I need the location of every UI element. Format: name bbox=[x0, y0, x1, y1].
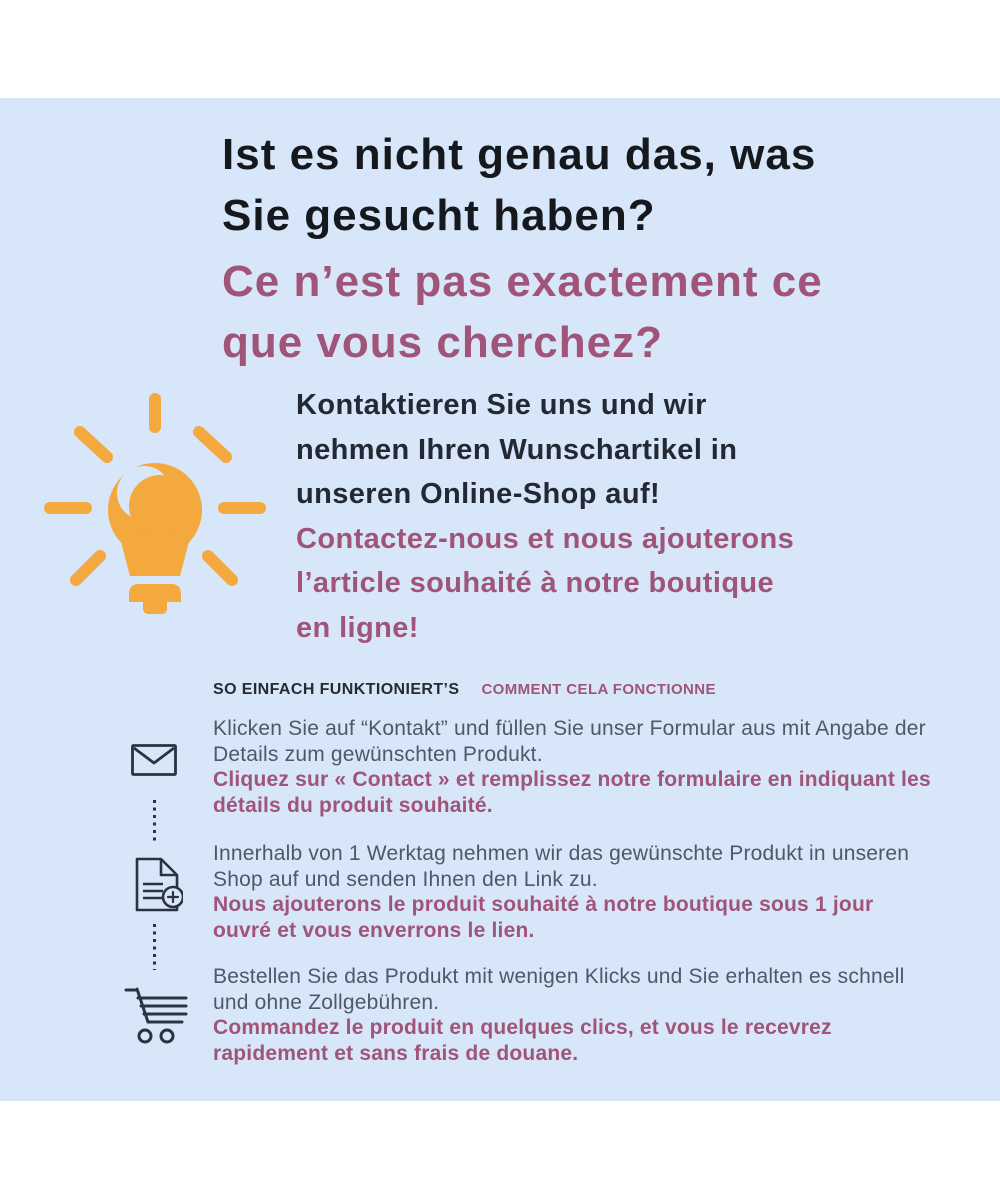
document-add-icon bbox=[133, 856, 183, 919]
hero-title-de: Ist es nicht genau das, was bbox=[222, 130, 817, 179]
step-2-text-de: Innerhalb von 1 Werktag nehmen wir das gewünschte Produkt in unseren Shop auf und senden Ihnen den Link zu. bbox=[213, 842, 910, 891]
step-3-text-de: Bestellen Sie das Produkt mit wenigen Klicks und Sie erhalten es schnell und ohne Zollgebühren. bbox=[213, 965, 905, 1014]
step-1-text-fr: Cliquez sur « Contact » et remplissez notre formulaire en indiquant les détails du produit souhaité. bbox=[213, 768, 931, 817]
hero-heading bbox=[222, 124, 823, 373]
envelope-icon bbox=[131, 744, 177, 781]
hero-title-fr: que vous cherchez? bbox=[222, 318, 664, 367]
shopping-cart-icon bbox=[122, 983, 188, 1050]
lightbulb-icon bbox=[40, 388, 268, 632]
section-title-fr: COMMENT CELA FONCTIONNE bbox=[481, 681, 716, 698]
step-2-text bbox=[213, 841, 937, 943]
intro-text-de: unseren Online-Shop auf! bbox=[296, 478, 661, 510]
step-connector-dotted-line bbox=[153, 924, 156, 970]
intro-text-de: Kontaktieren Sie uns und wir bbox=[296, 389, 707, 421]
how-it-works-header bbox=[213, 681, 716, 699]
intro-text-fr: l’article souhaité à notre boutique bbox=[296, 567, 775, 599]
section-title-de: SO EINFACH FUNKTIONIERT’S bbox=[213, 681, 460, 698]
step-1-text bbox=[213, 716, 937, 818]
intro-text-fr: en ligne! bbox=[296, 611, 419, 644]
step-3-text bbox=[213, 964, 937, 1066]
step-connector-dotted-line bbox=[153, 800, 156, 844]
step-1-text-de: Klicken Sie auf “Kontakt” und füllen Sie unser Formular aus mit Angabe der Details zum gewünschten Produkt. bbox=[213, 717, 926, 766]
intro-text-de: nehmen Ihren Wunschartikel in bbox=[296, 433, 738, 466]
hero-title-fr: Ce n’est pas exactement ce bbox=[222, 257, 823, 306]
intro-text-fr: Contactez-nous et nous ajouterons bbox=[296, 522, 795, 555]
hero-title-de: Sie gesucht haben? bbox=[222, 191, 656, 240]
step-3-text-fr: Commandez le produit en quelques clics, et vous le recevrez rapidement et sans frais de douane. bbox=[213, 1016, 832, 1065]
step-2-text-fr: Nous ajouterons le produit souhaité à notre boutique sous 1 jour ouvré et vous enverrons le lien. bbox=[213, 893, 874, 942]
intro-text bbox=[296, 383, 794, 650]
